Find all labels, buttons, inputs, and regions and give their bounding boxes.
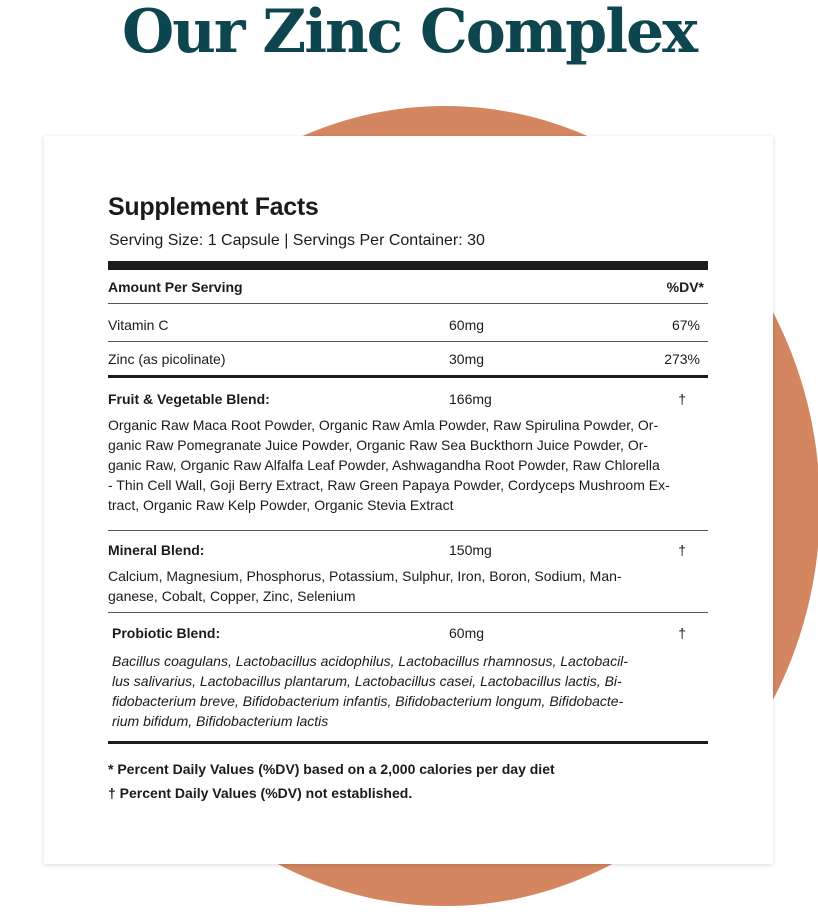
divider	[108, 612, 708, 613]
nutrient-name: Zinc (as picolinate)	[108, 351, 226, 367]
page-title: Our Zinc Complex	[122, 0, 696, 67]
ingredient-line: ganese, Cobalt, Copper, Zinc, Selenium	[108, 588, 356, 604]
blend-dv: †	[678, 542, 686, 558]
ingredient-line: ganic Raw Pomegranate Juice Powder, Organic Raw Sea Buckthorn Juice Powder, Or-	[108, 437, 649, 453]
supplement-facts-label	[44, 136, 773, 864]
nutrient-dv: 273%	[664, 351, 700, 367]
ingredient-line: tract, Organic Raw Kelp Powder, Organic Stevia Extract	[108, 497, 454, 513]
blend-dv: †	[678, 625, 686, 641]
blend-name: Mineral Blend:	[108, 542, 205, 558]
ingredient-line: Calcium, Magnesium, Phosphorus, Potassium, Sulphur, Iron, Boron, Sodium, Man-	[108, 568, 622, 584]
nutrient-amount: 30mg	[449, 351, 485, 367]
nutrient-name: Vitamin C	[108, 317, 169, 333]
blend-name: Fruit & Vegetable Blend:	[108, 391, 270, 407]
blend-amount: 166mg	[449, 391, 492, 407]
top-thick-rule	[108, 261, 708, 270]
serving-info: Serving Size: 1 Capsule | Servings Per Container: 30	[109, 232, 485, 249]
ingredient-line: Organic Raw Maca Root Powder, Organic Raw Amla Powder, Raw Spirulina Powder, Or-	[108, 417, 659, 433]
ingredient-line: rium bifidum, Bifidobacterium lactis	[112, 713, 329, 729]
ingredient-line: Bacillus coagulans, Lactobacillus acidophilus, Lactobacillus rhamnosus, Lactobacil-	[112, 653, 628, 669]
blend-ingredients-fruit-vegetable	[108, 415, 706, 515]
blend-name: Probiotic Blend:	[112, 625, 221, 641]
blend-ingredients-probiotic	[112, 651, 706, 731]
blend-dv: †	[678, 391, 686, 407]
divider	[108, 303, 708, 304]
section-rule	[108, 375, 708, 378]
divider	[108, 341, 708, 342]
blend-amount: 150mg	[449, 542, 492, 558]
amount-per-serving-label: Amount Per Serving	[108, 279, 243, 295]
footnote-daily-values: * Percent Daily Values (%DV) based on a 2,000 calories per day diet	[108, 761, 555, 777]
nutrient-dv: 67%	[671, 317, 700, 333]
nutrient-amount: 60mg	[449, 317, 485, 333]
ingredient-line: ganic Raw, Organic Raw Alfalfa Leaf Powder, Ashwagandha Root Powder, Raw Chlorella	[108, 457, 660, 473]
bottom-section-rule	[108, 741, 708, 744]
blend-ingredients-mineral	[108, 566, 706, 606]
divider	[108, 530, 708, 531]
dv-header-label: %DV*	[666, 279, 704, 295]
footnote-not-established: † Percent Daily Values (%DV) not established.	[108, 785, 413, 801]
ingredient-line: lus salivarius, Lactobacillus plantarum, Lactobacillus casei, Lactobacillus lactis, Bi-	[112, 673, 622, 689]
ingredient-line: - Thin Cell Wall, Goji Berry Extract, Raw Green Papaya Powder, Cordyceps Mushroom Ex-	[108, 477, 670, 493]
blend-amount: 60mg	[449, 625, 485, 641]
ingredient-line: fidobacterium breve, Bifidobacterium infantis, Bifidobacterium longum, Bifidobacte-	[112, 693, 624, 709]
facts-heading: Supplement Facts	[108, 193, 319, 221]
